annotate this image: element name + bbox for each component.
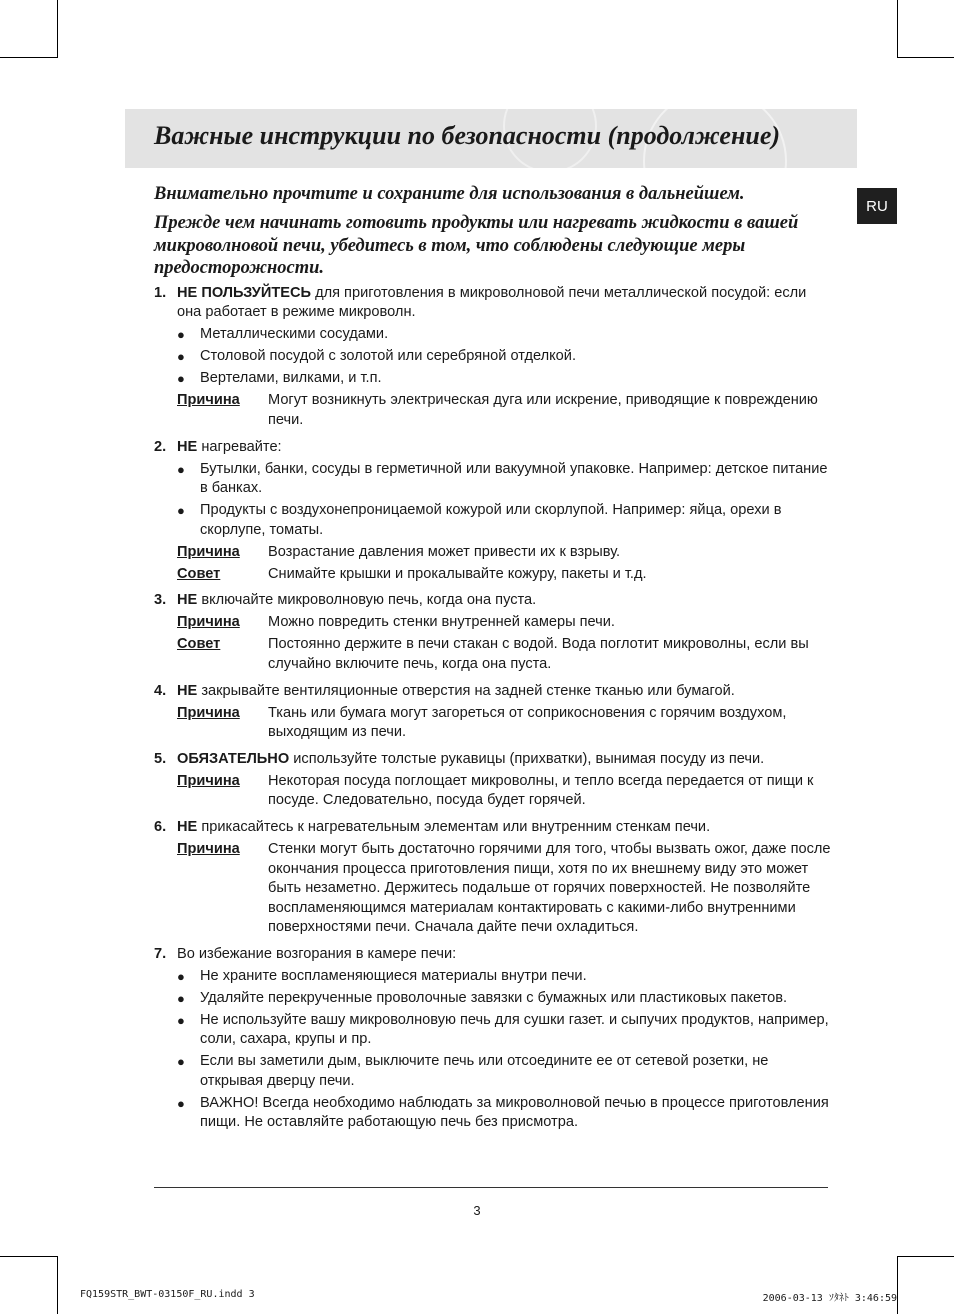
bullet-item [177, 989, 834, 1008]
file-slug: FQ159STR_BWT-03150F_RU.indd 3 [80, 1289, 255, 1300]
bullet-icon: ● [177, 1012, 185, 1028]
bullet-icon: ● [177, 1054, 185, 1070]
item-body: для приготовления в микроволновой печи металлической посудой: если она работает в режиме микроволн. [177, 285, 807, 321]
item-number: 2. [154, 438, 167, 455]
bullet-icon: ● [177, 327, 185, 343]
bullet-item [177, 369, 834, 388]
item-lead: НЕ [177, 682, 198, 699]
crop-mark [897, 1256, 898, 1314]
bullet-icon: ● [177, 990, 185, 1006]
note-text: Ткань или бумага могут загореться от соприкосновения с горячим воздухом, выходящим из печи. [268, 704, 787, 741]
page-title: Важные инструкции по безопасности (продолжение) [154, 121, 781, 150]
bullet-text: Удаляйте перекрученные проволочные завязки с бумажных или пластиковых пакетов. [200, 989, 788, 1006]
note-row [177, 704, 834, 743]
instruction-item [154, 682, 834, 743]
intro-line-1: Внимательно прочтите и сохраните для использования в дальнейшем. [154, 184, 745, 204]
bullet-item [177, 1011, 834, 1050]
bullet-item [177, 1052, 834, 1091]
item-text [177, 438, 834, 457]
item-number: 5. [154, 751, 167, 768]
crop-mark [897, 0, 898, 58]
bullet-item [177, 501, 834, 540]
bullet-text: Вертелами, вилками, и т.п. [200, 370, 382, 387]
instruction-item [154, 818, 834, 937]
note-row [177, 543, 834, 562]
footer-divider [154, 1187, 828, 1188]
instruction-item [154, 438, 834, 584]
item-lead: НЕ [177, 438, 198, 455]
crop-mark [57, 0, 58, 58]
bullet-icon: ● [177, 968, 185, 984]
crop-mark [897, 1256, 954, 1257]
bullet-text: Столовой посудой с золотой или серебряной отделкой. [200, 348, 577, 365]
bullet-item [177, 1094, 834, 1133]
note-label: Совет [177, 565, 221, 582]
bullet-text: Металлическими сосудами. [200, 326, 389, 343]
item-body: закрывайте вентиляционные отверстия на задней стенке тканью или бумагой. [197, 682, 735, 699]
item-lead: НЕ [177, 819, 198, 836]
bullet-text: Бутылки, банки, сосуды в герметичной или вакуумной упаковке. Например: детское питание в банках. [200, 460, 828, 497]
item-body: включайте микроволновую печь, когда она пуста. [197, 592, 537, 609]
note-label: Причина [177, 704, 240, 721]
note-label: Причина [177, 543, 240, 560]
intro-line-2: Прежде чем начинать готовить продукты или нагревать жидкости в вашей микроволновой печи, убедитесь в том, что соблюдены следующие меры предосторожности. [154, 213, 799, 278]
item-lead: НЕ ПОЛЬЗУЙТЕСЬ [177, 285, 312, 301]
item-text [177, 682, 834, 701]
instructions-list [154, 284, 834, 1140]
item-number: 3. [154, 592, 167, 609]
note-text: Могут возникнуть электрическая дуга или искрение, приводящие к повреждению печи. [268, 392, 818, 428]
language-badge: RU [857, 188, 897, 224]
note-label: Причина [177, 392, 240, 409]
item-body: используйте толстые рукавицы (прихватки), вынимая посуду из печи. [289, 751, 765, 768]
bullet-icon: ● [177, 503, 185, 519]
note-text: Некоторая посуда поглощает микроволны, и тепло всегда передается от пищи к посуде. Следовательно, посуда будет горячей. [268, 773, 814, 809]
instruction-item [154, 284, 834, 430]
note-text: Постоянно держите в печи стакан с водой. Вода поглотит микроволны, если вы случайно включите печь, когда она пуста. [268, 636, 809, 672]
item-text [177, 818, 834, 837]
bullet-item [177, 325, 834, 344]
bullet-icon: ● [177, 371, 185, 387]
note-row [177, 613, 834, 632]
note-label: Причина [177, 614, 240, 631]
bullet-text: Продукты с воздухонепроницаемой кожурой или скорлупой. Например: яйца, орехи в скорлупе, томаты. [200, 502, 782, 538]
item-text [177, 945, 834, 964]
note-text: Стенки могут быть достаточно горячими для того, чтобы вызвать ожог, даже после окончания процесса приготовления пищи, хотя по их внешнему виду это может быть незаметно. Держитесь подальше от горячих поверхностей. Не позволяйте воспламеняющимся материалам контактировать с какими-либо внутренними поверхностями печи. Сначала дайте печи охладиться. [268, 841, 831, 935]
bullet-text: ВАЖНО! Всегда необходимо наблюдать за микроволновой печью в процессе приготовления пищи. Не оставляйте работающую печь без присмотра. [200, 1094, 829, 1131]
page-number: 3 [473, 1203, 481, 1218]
note-row [177, 772, 834, 811]
crop-mark [0, 1256, 57, 1257]
item-body: прикасайтесь к нагревательным элементам или внутренним стенкам печи. [197, 819, 711, 836]
crop-mark [57, 1256, 58, 1314]
note-text: Снимайте крышки и прокалывайте кожуру, пакеты и т.д. [268, 565, 647, 582]
bullet-item [177, 347, 834, 366]
crop-mark [897, 57, 954, 58]
item-text [177, 284, 834, 323]
bullet-icon: ● [177, 349, 185, 365]
note-label: Причина [177, 773, 240, 790]
note-row [177, 391, 834, 430]
bullet-icon: ● [177, 1095, 185, 1111]
bullet-icon: ● [177, 461, 185, 477]
instruction-item [154, 750, 834, 811]
title-bar [125, 109, 857, 168]
item-body: Во избежание возгорания в камере печи: [177, 945, 457, 962]
note-row [177, 840, 834, 937]
item-lead: ОБЯЗАТЕЛЬНО [177, 751, 290, 768]
bullet-text: Если вы заметили дым, выключите печь или отсоедините ее от сетевой розетки, не открывая дверцу печи. [200, 1053, 769, 1089]
item-lead: НЕ [177, 592, 198, 609]
item-number: 6. [154, 819, 167, 836]
item-number: 1. [154, 285, 167, 301]
note-row [177, 635, 834, 674]
date-slug: 2006-03-13 ｿﾀﾈﾄ 3:46:59 [762, 1293, 897, 1304]
crop-mark [0, 57, 57, 58]
bullet-text: Не храните воспламеняющиеся материалы внутри печи. [200, 967, 587, 984]
bullet-item [177, 460, 834, 499]
item-text [177, 750, 834, 769]
instruction-item [154, 945, 834, 1133]
note-label: Совет [177, 636, 221, 653]
item-number: 7. [154, 945, 167, 962]
note-label: Причина [177, 841, 240, 858]
item-body: нагревайте: [197, 438, 282, 455]
instruction-item [154, 591, 834, 674]
item-number: 4. [154, 682, 167, 699]
bullet-text: Не используйте вашу микроволновую печь для сушки газет. и сыпучих продуктов, например, соли, сахара, крупы и пр. [200, 1011, 829, 1048]
note-text: Можно повредить стенки внутренней камеры печи. [268, 614, 615, 631]
note-text: Возрастание давления может привести их к взрыву. [268, 543, 621, 560]
bullet-item [177, 967, 834, 986]
item-text [177, 591, 834, 610]
note-row [177, 565, 834, 584]
